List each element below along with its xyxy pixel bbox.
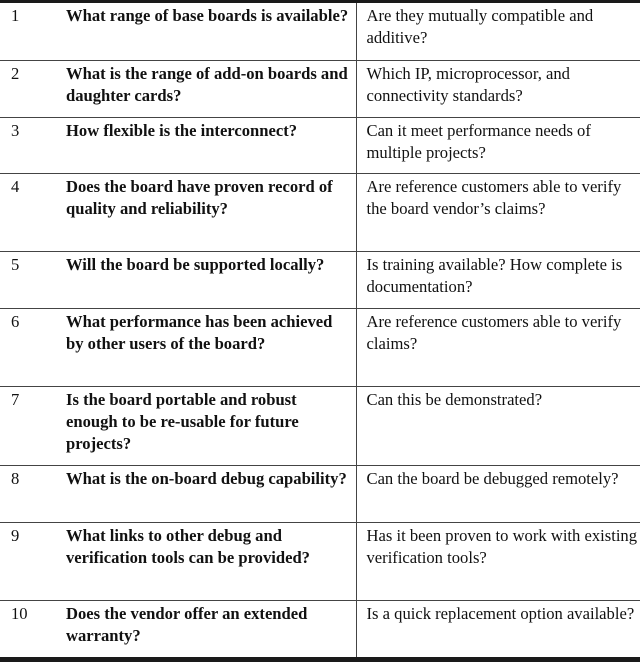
table-row: [0, 60, 640, 117]
row-number: 2: [0, 60, 58, 117]
question-cell: Does the vendor offer an extended warranty?: [66, 603, 308, 645]
table-row: [0, 386, 640, 465]
answer-cell: Is training available? How complete is documentation?: [356, 251, 640, 308]
answer-cell: Can it meet performance needs of multiple projects?: [356, 117, 640, 173]
answer-cell: Which IP, microprocessor, and connectivity standards?: [356, 60, 640, 117]
row-number: 3: [0, 117, 58, 173]
row-number: 4: [0, 173, 58, 251]
question-cell: What range of base boards is available?: [58, 3, 356, 60]
question-cell: What links to other debug and verification tools can be provided?: [58, 522, 356, 600]
row-number: 5: [0, 251, 58, 308]
answer-cell: Are reference customers able to verify claims?: [356, 308, 640, 386]
answer-cell: Can the board be debugged remotely?: [356, 465, 640, 522]
row-number: 9: [0, 522, 58, 600]
question-cell: Is the board portable and robust enough to be re-usable for future projects?: [58, 386, 356, 465]
answer-cell: Are reference customers able to verify the board vendor’s claims?: [356, 173, 640, 251]
table-row: [0, 3, 640, 60]
row-number: 10: [11, 603, 28, 623]
table-row: [0, 522, 640, 600]
question-cell: What performance has been achieved by other users of the board?: [58, 308, 356, 386]
row-number: 6: [0, 308, 58, 386]
row-number: 1: [0, 3, 58, 60]
question-cell: Will the board be supported locally?: [58, 251, 356, 308]
table-bottom-rule: [0, 657, 640, 662]
table-row: [0, 173, 640, 251]
table-row: [0, 308, 640, 386]
question-cell: What is the range of add-on boards and daughter cards?: [58, 60, 356, 117]
answer-cell: Can this be demonstrated?: [356, 386, 640, 465]
table-row: [0, 251, 640, 308]
answer-cell: Has it been proven to work with existing verification tools?: [356, 522, 640, 600]
evaluation-questions-table: [0, 3, 640, 657]
table-row: [0, 117, 640, 173]
table-row: [0, 465, 640, 522]
row-number: 8: [0, 465, 58, 522]
row-number: 7: [0, 386, 58, 465]
question-cell: How flexible is the interconnect?: [58, 117, 356, 173]
answer-cell: Is a quick replacement option available?: [356, 600, 640, 657]
answer-cell: Are they mutually compatible and additive?: [356, 3, 640, 60]
question-cell: What is the on-board debug capability?: [58, 465, 356, 522]
question-cell: Does the board have proven record of quality and reliability?: [58, 173, 356, 251]
table-row: [0, 600, 640, 657]
